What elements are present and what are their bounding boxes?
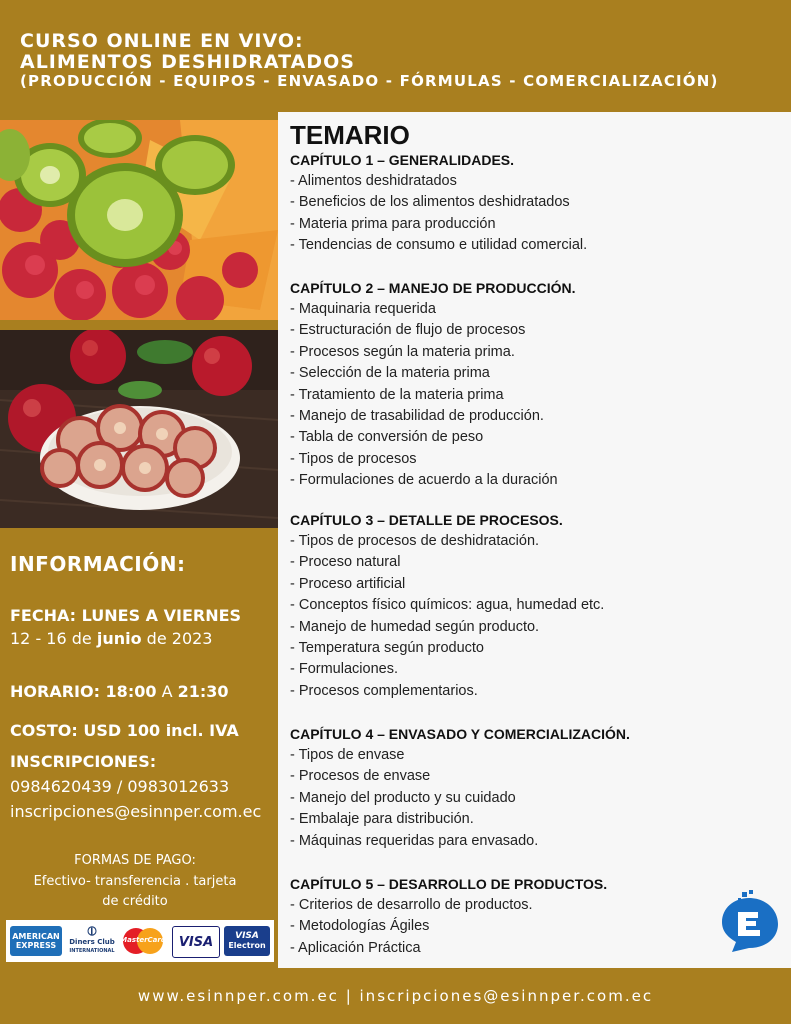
chapter-item: - Tipos de procesos de deshidratación. [290,533,540,549]
phone-numbers[interactable]: 0984620439 / 0983012633 [10,777,230,796]
chapter-title: CAPÍTULO 3 – DETALLE DE PROCESOS. [290,512,563,528]
footer-bar [0,968,791,1024]
diners-line-2: INTERNATIONAL [69,948,115,954]
fecha-year: de 2023 [141,629,213,648]
chapter-item: - Tratamiento de la materia prima [290,386,504,403]
chapter-title: CAPÍTULO 4 – ENVASADO Y COMERCIALIZACIÓN. [290,726,630,742]
chapter-item: - Metodologías Ágiles [290,918,430,935]
chapter-item: - Maquinaria requerida [290,301,436,317]
info-title: INFORMACIÓN: [10,552,186,576]
amex-line-2: EXPRESS [15,941,57,950]
visa-electron-line-2: Electron [228,941,266,950]
chapter-item: - Aplicación Práctica [290,939,421,956]
footer-links[interactable]: www.esinnper.com.ec | inscripciones@esinnper.com.ec [137,987,654,1005]
email-link[interactable]: inscripciones@esinnper.com.ec [10,802,262,821]
inscripciones-label: INSCRIPCIONES: [10,752,157,771]
chapter-title: CAPÍTULO 1 – GENERALIDADES. [290,152,515,168]
costo: COSTO: USD 100 incl. IVA [10,721,239,740]
chapter-item: - Manejo del producto y su cuidado [290,789,516,806]
chapter-item: - Selección de la materia prima [290,365,490,382]
visa-electron-line-1: VISA [235,931,259,941]
diners-logo [66,926,118,956]
chapter-item: - Formulaciones de acuerdo a la duración [290,472,558,489]
dried-apple-photo [0,330,278,528]
chapter-item: - Procesos según la materia prima. [290,343,515,360]
chapter-item: - Manejo de trasabilidad de producción. [290,408,544,425]
chapter-3 [290,510,785,702]
esinnper-logo-icon [716,888,782,954]
diners-icon: ⦶ [87,924,97,939]
horario-start: 18:00 [105,682,157,701]
dried-fruit-photo [0,120,278,320]
pago-line-1: Efectivo- transferencia . tarjeta [33,874,237,889]
chapter-item: - Embalaje para distribución. [290,811,474,828]
chapter-4 [290,724,785,852]
chapter-item: - Conceptos físico químicos: agua, humedad etc. [290,597,605,614]
chapter-item: - Manejo de humedad según producto. [290,618,540,635]
chapter-title: CAPÍTULO 5 – DESARROLLO DE PRODUCTOS. [290,876,608,892]
chapter-title: CAPÍTULO 2 – MANEJO DE PRODUCCIÓN. [290,280,576,296]
chapter-item: - Estructuración de flujo de procesos [290,322,526,339]
chapter-item: - Tabla de conversión de peso [290,429,484,446]
chapter-item: - Procesos de envase [290,768,431,785]
chapter-item: - Tipos de procesos [290,450,417,467]
amex-logo [10,926,62,956]
chapter-item: - Proceso natural [290,554,401,571]
horario-separator: A [156,682,178,701]
chapter-item: - Máquinas requeridas para envasado. [290,832,539,849]
temario-title: TEMARIO [290,120,410,150]
visa-logo [172,926,220,958]
visa-label: VISA [178,934,214,950]
chapter-item: - Beneficios de los alimentos deshidratados [290,194,570,211]
fecha-days: 12 - 16 de [10,629,97,648]
header-line-subtitle: (PRODUCCIÓN - EQUIPOS - ENVASADO - FÓRMULAS - COMERCIALIZACIÓN) [20,72,719,90]
chapter-item: - Alimentos deshidratados [290,173,457,189]
left-column [0,112,278,968]
chapter-item: - Procesos complementarios. [290,682,478,699]
horario-label: HORARIO: [10,682,106,701]
header-banner [0,0,791,112]
header-line-course: CURSO ONLINE EN VIVO: [20,30,304,52]
fecha-label: FECHA: LUNES A VIERNES [10,606,242,625]
diners-line-1: Diners Club [69,938,115,946]
temario-panel [278,112,791,968]
payment-cards [6,920,274,962]
chapter-item: - Criterios de desarrollo de productos. [290,897,533,913]
visa-electron-logo [224,926,270,956]
chapter-item: - Proceso artificial [290,575,406,592]
horario [10,682,229,701]
pago-line-2: de crédito [102,894,168,909]
chapter-item: - Temperatura según producto [290,640,484,657]
pago-title: FORMAS DE PAGO: [74,853,196,868]
header-line-title: ALIMENTOS DESHIDRATADOS [20,51,355,73]
amex-line-1: AMERICAN [12,932,60,941]
fecha-month: junio [96,629,142,648]
chapter-item: - Tendencias de consumo e utilidad comercial. [290,237,588,254]
horario-end: 21:30 [177,682,229,701]
mastercard-label: MasterCard [120,936,166,944]
chapter-item: - Materia prima para producción [290,215,496,232]
chapter-5 [290,874,785,959]
chapter-2 [290,278,785,492]
chapter-1 [290,150,785,257]
mastercard-logo [118,926,168,956]
chapter-item: - Tipos de envase [290,747,405,763]
fecha-value [10,629,212,648]
chapter-item: - Formulaciones. [290,661,398,678]
